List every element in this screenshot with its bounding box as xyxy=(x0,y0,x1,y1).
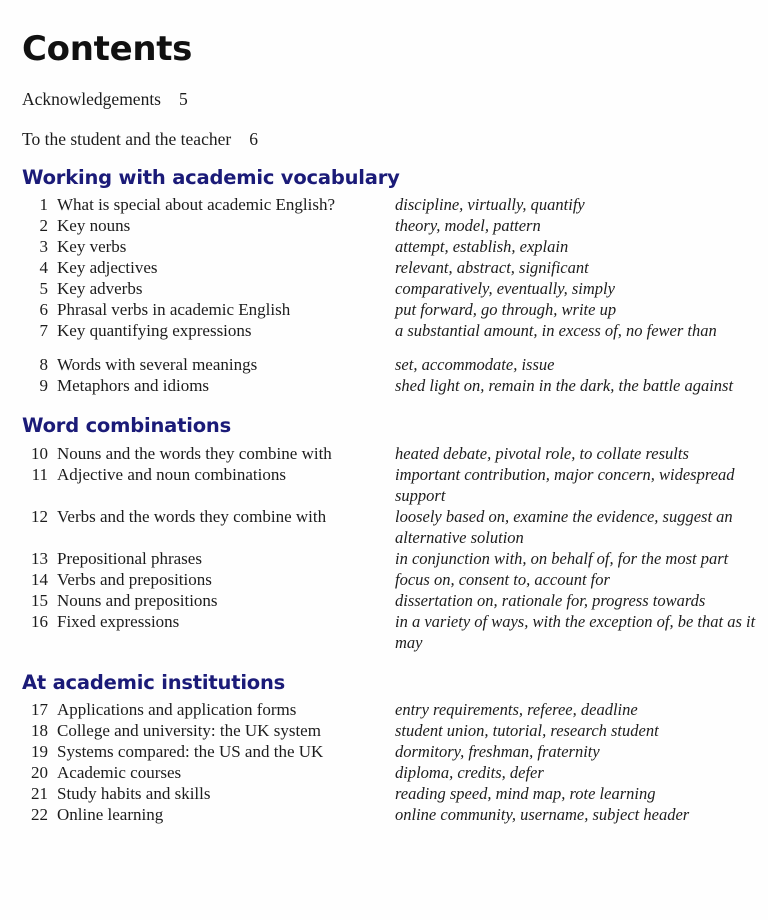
section-heading: At academic institutions xyxy=(22,670,286,694)
entry-number: 18 xyxy=(31,721,48,741)
entry-examples: in a variety of ways, with the exception of, be that as it may xyxy=(395,611,756,652)
section-entry-list xyxy=(0,699,768,825)
entry-examples: dormitory, freshman, fraternity xyxy=(395,742,600,762)
contents-entry[interactable] xyxy=(0,194,768,215)
entry-number: 22 xyxy=(31,805,48,825)
entry-examples: in conjunction with, on behalf of, for the most part xyxy=(395,548,729,568)
entry-title: College and university: the UK system xyxy=(57,721,321,741)
entry-examples: theory, model, pattern xyxy=(395,216,541,236)
entry-title: Prepositional phrases xyxy=(57,548,202,568)
entry-number: 4 xyxy=(39,258,48,278)
entry-examples: important contribution, major concern, widespread support xyxy=(395,464,735,505)
section-entry-list xyxy=(0,194,768,396)
entry-title: Fixed expressions xyxy=(57,611,180,631)
entry-examples: shed light on, remain in the dark, the battle against xyxy=(395,376,734,396)
entry-number: 13 xyxy=(31,548,48,568)
entry-title: Online learning xyxy=(57,805,164,825)
contents-entry[interactable] xyxy=(0,464,768,506)
entry-number: 14 xyxy=(31,569,48,589)
frontmatter-label: To the student and the teacher xyxy=(22,128,232,149)
entry-number: 2 xyxy=(39,216,48,236)
contents-entry[interactable] xyxy=(0,783,768,804)
entry-title: Verbs and the words they combine with xyxy=(57,506,327,526)
entry-number: 10 xyxy=(31,443,48,463)
entry-title: Words with several meanings xyxy=(57,355,258,375)
contents-entry[interactable] xyxy=(0,443,768,464)
section-heading: Working with academic vocabulary xyxy=(22,166,400,189)
entry-title: Key quantifying expressions xyxy=(57,321,252,341)
entry-examples: relevant, abstract, significant xyxy=(395,258,589,278)
entry-title: Key verbs xyxy=(57,237,127,257)
contents-entry[interactable] xyxy=(0,299,768,320)
entry-examples: a substantial amount, in excess of, no fewer than xyxy=(395,321,717,341)
entry-title: Metaphors and idioms xyxy=(57,376,210,396)
frontmatter-page-number: 5 xyxy=(179,89,188,109)
contents-entry[interactable] xyxy=(0,720,768,741)
entry-title: Applications and application forms xyxy=(57,700,297,720)
entry-examples: reading speed, mind map, rote learning xyxy=(395,784,656,804)
entry-number: 5 xyxy=(39,279,48,299)
entry-number: 8 xyxy=(39,355,48,375)
entry-examples: online community, username, subject header xyxy=(395,805,690,825)
entry-examples: diploma, credits, defer xyxy=(395,763,544,783)
section-entry-list xyxy=(0,443,768,653)
entry-title: Key nouns xyxy=(57,216,131,236)
content-section xyxy=(0,671,768,825)
entry-title: Key adjectives xyxy=(57,258,158,278)
entry-title: Systems compared: the US and the UK xyxy=(57,742,324,762)
entry-examples: student union, tutorial, research student xyxy=(395,721,659,741)
entry-number: 19 xyxy=(31,742,48,762)
contents-entry[interactable] xyxy=(0,354,768,375)
entry-number: 12 xyxy=(31,506,48,526)
entry-examples: dissertation on, rationale for, progress towards xyxy=(395,590,706,610)
entry-examples: put forward, go through, write up xyxy=(395,300,617,320)
contents-entry[interactable] xyxy=(0,375,768,396)
entry-examples: focus on, consent to, account for xyxy=(395,569,610,589)
contents-entry[interactable] xyxy=(0,699,768,720)
entry-title: Key adverbs xyxy=(57,279,143,299)
contents-entry[interactable] xyxy=(0,548,768,569)
entry-number: 15 xyxy=(31,590,48,610)
frontmatter-row[interactable] xyxy=(22,128,742,152)
section-heading: Word combinations xyxy=(22,414,232,438)
contents-entry[interactable] xyxy=(0,278,768,299)
entry-examples: comparatively, eventually, simply xyxy=(395,279,615,299)
contents-entry[interactable] xyxy=(0,320,768,341)
contents-entry[interactable] xyxy=(0,762,768,783)
frontmatter-label: Acknowledgements xyxy=(22,89,161,109)
entry-examples: heated debate, pivotal role, to collate results xyxy=(395,443,689,463)
contents-entry[interactable] xyxy=(0,569,768,590)
entry-title: Adjective and noun combinations xyxy=(57,464,286,484)
page-title: Contents xyxy=(22,28,193,69)
contents-entry[interactable] xyxy=(0,741,768,762)
entry-number: 17 xyxy=(31,700,48,720)
contents-entry[interactable] xyxy=(0,611,768,653)
entry-number: 9 xyxy=(39,376,48,396)
entry-examples: set, accommodate, issue xyxy=(395,355,555,375)
contents-sections xyxy=(0,166,768,825)
contents-entry[interactable] xyxy=(0,215,768,236)
entry-title: Nouns and prepositions xyxy=(57,590,218,610)
contents-entry[interactable] xyxy=(0,590,768,611)
frontmatter-row[interactable] xyxy=(22,88,742,112)
content-section xyxy=(0,166,768,396)
entry-number: 21 xyxy=(31,784,48,804)
entry-number: 20 xyxy=(31,763,48,783)
entry-examples: discipline, virtually, quantify xyxy=(395,195,585,215)
entry-number: 1 xyxy=(39,195,48,215)
content-section xyxy=(0,414,768,652)
entry-number: 6 xyxy=(39,300,48,320)
entry-number: 3 xyxy=(39,237,48,257)
frontmatter-page-number: 6 xyxy=(249,128,258,149)
entry-title: Nouns and the words they combine with xyxy=(57,443,332,463)
entry-number: 11 xyxy=(31,464,48,484)
entry-number: 16 xyxy=(31,611,48,631)
entry-examples: attempt, establish, explain xyxy=(395,237,569,257)
contents-entry[interactable] xyxy=(0,257,768,278)
contents-entry[interactable] xyxy=(0,506,768,548)
entry-title: What is special about academic English? xyxy=(57,195,336,215)
frontmatter-list xyxy=(22,88,742,167)
entry-number: 7 xyxy=(39,321,48,341)
entry-examples: loosely based on, examine the evidence, suggest an alternative solution xyxy=(395,506,733,547)
entry-title: Verbs and prepositions xyxy=(57,569,212,589)
contents-entry[interactable] xyxy=(0,236,768,257)
entry-title: Study habits and skills xyxy=(57,784,211,804)
entry-title: Phrasal verbs in academic English xyxy=(57,300,291,320)
entry-title: Academic courses xyxy=(57,763,182,783)
entry-examples: entry requirements, referee, deadline xyxy=(395,700,638,720)
contents-entry[interactable] xyxy=(0,804,768,825)
